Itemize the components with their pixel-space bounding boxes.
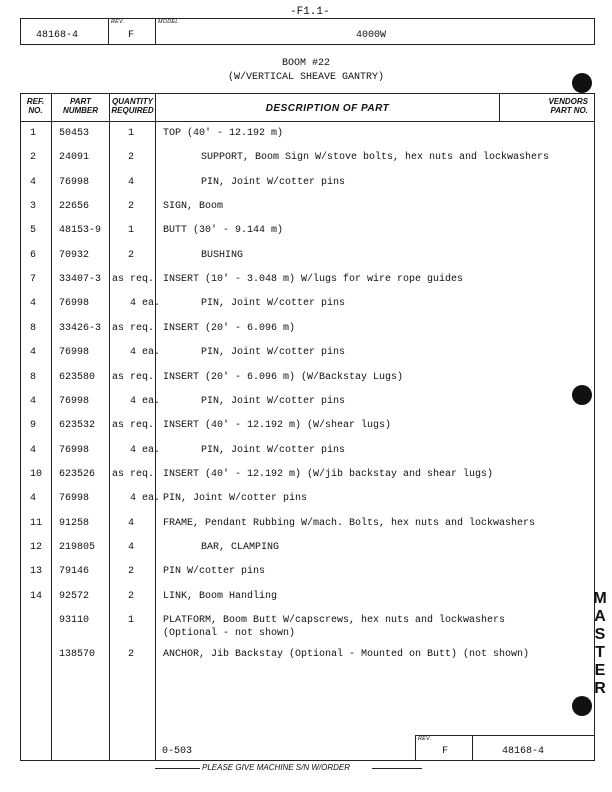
quantity: 2 (128, 152, 135, 163)
table-row (0, 347, 612, 371)
footer-code: 0-503 (162, 746, 193, 757)
description: INSERT (40' - 12.192 m) (W/jib backstay and shear lugs) (163, 469, 494, 480)
part-number: 76998 (59, 396, 90, 407)
ref-number: 11 (30, 518, 43, 529)
header-model: 4000W (356, 30, 387, 41)
description: BUTT (30' - 9.144 m) (163, 225, 284, 236)
table-row (0, 615, 612, 647)
ref-number: 13 (30, 566, 43, 577)
description: TOP (40' - 12.192 m) (163, 128, 284, 139)
model-header-label: MODEL (158, 19, 179, 25)
footer-note: PLEASE GIVE MACHINE S/N W/ORDER (202, 763, 351, 772)
table-row (0, 201, 612, 225)
table-row (0, 591, 612, 615)
part-number: 219805 (59, 542, 96, 553)
part-number: 70932 (59, 250, 90, 261)
ref-number: 12 (30, 542, 43, 553)
ref-number: 5 (30, 225, 37, 236)
header-part-number: 48168-4 (36, 30, 79, 41)
description: PIN, Joint W/cotter pins (201, 347, 346, 358)
column-header-quantity: QUANTITY REQUIRED (111, 97, 154, 115)
part-number: 24091 (59, 152, 90, 163)
ref-number: 4 (30, 347, 37, 358)
footer-part-number: 48168-4 (502, 746, 545, 757)
rev-header-label: REV. (111, 19, 125, 25)
punch-hole-bottom (572, 696, 592, 716)
ref-number: 10 (30, 469, 43, 480)
part-number: 76998 (59, 298, 90, 309)
description: INSERT (40' - 12.192 m) (W/shear lugs) (163, 420, 392, 431)
table-row (0, 566, 612, 590)
ref-number: 1 (30, 128, 37, 139)
table-row (0, 518, 612, 542)
description: INSERT (10' - 3.048 m) W/lugs for wire rope guides (163, 274, 464, 285)
quantity: 1 (128, 225, 135, 236)
table-row (0, 396, 612, 420)
quantity: 1 (128, 615, 135, 626)
part-number: 79146 (59, 566, 90, 577)
ref-number: 4 (30, 493, 37, 504)
quantity: as req. (112, 420, 155, 431)
column-header-vendors: VENDORS PART NO. (548, 97, 588, 115)
ref-number: 2 (30, 152, 37, 163)
quantity: as req. (112, 469, 155, 480)
page-number: -F1.1- (290, 6, 330, 18)
quantity: 4 (128, 518, 135, 529)
description: PIN, Joint W/cotter pins (201, 298, 346, 309)
part-number: 623580 (59, 372, 96, 383)
part-number: 623526 (59, 469, 96, 480)
part-number: 76998 (59, 347, 90, 358)
part-number: 33407-3 (59, 274, 102, 285)
ref-number: 3 (30, 201, 37, 212)
quantity: as req. (112, 323, 155, 334)
table-row (0, 542, 612, 566)
column-header-ref: REF. NO. (26, 97, 45, 115)
description: PIN, Joint W/cotter pins (163, 493, 308, 504)
quantity: 1 (128, 128, 135, 139)
description: PLATFORM, Boom Butt W/capscrews, hex nuts and lockwashers (163, 615, 506, 626)
table-row (0, 298, 612, 322)
master-stamp: M A S T E R (593, 590, 607, 697)
ref-number: 8 (30, 323, 37, 334)
description: PIN, Joint W/cotter pins (201, 177, 346, 188)
quantity: as req. (112, 372, 155, 383)
description: SIGN, Boom (163, 201, 224, 212)
description: ANCHOR, Jib Backstay (Optional - Mounted on Butt) (not shown) (163, 649, 530, 660)
quantity: 4 ea. (130, 347, 161, 358)
punch-hole-middle (572, 385, 592, 405)
ref-number: 4 (30, 396, 37, 407)
table-row (0, 274, 612, 298)
footer-rev-label: REV. (418, 736, 432, 742)
ref-number: 9 (30, 420, 37, 431)
description: PIN, Joint W/cotter pins (201, 396, 346, 407)
table-row (0, 493, 612, 517)
description: INSERT (20' - 6.096 m) (W/Backstay Lugs) (163, 372, 404, 383)
table-row (0, 225, 612, 249)
quantity: 2 (128, 649, 135, 660)
table-row (0, 469, 612, 493)
quantity: as req. (112, 274, 155, 285)
table-row (0, 323, 612, 347)
description: SUPPORT, Boom Sign W/stove bolts, hex nuts and lockwashers (201, 152, 550, 163)
part-number: 76998 (59, 493, 90, 504)
part-number: 92572 (59, 591, 90, 602)
table-row (0, 372, 612, 396)
part-number: 623532 (59, 420, 96, 431)
description: FRAME, Pendant Rubbing W/mach. Bolts, hex nuts and lockwashers (163, 518, 536, 529)
description: LINK, Boom Handling (163, 591, 278, 602)
footer-rev: F (442, 746, 449, 757)
description: PIN, Joint W/cotter pins (201, 445, 346, 456)
quantity: 2 (128, 201, 135, 212)
part-number: 76998 (59, 445, 90, 456)
ref-number: 4 (30, 445, 37, 456)
part-number: 91258 (59, 518, 90, 529)
ref-number: 7 (30, 274, 37, 285)
punch-hole-top (572, 73, 592, 93)
table-row (0, 420, 612, 444)
quantity: 4 ea. (130, 396, 161, 407)
quantity: 4 ea. (130, 493, 161, 504)
table-row (0, 177, 612, 201)
part-number: 76998 (59, 177, 90, 188)
part-number: 22656 (59, 201, 90, 212)
part-number: 138570 (59, 649, 96, 660)
quantity: 4 ea. (130, 298, 161, 309)
ref-number: 4 (30, 298, 37, 309)
description: BUSHING (201, 250, 244, 261)
column-header-part: PART NUMBER (62, 97, 99, 115)
ref-number: 4 (30, 177, 37, 188)
ref-number: 6 (30, 250, 37, 261)
description: BAR, CLAMPING (201, 542, 280, 553)
document-title: BOOM #22 (281, 58, 330, 69)
description-continued: (Optional - not shown) (163, 628, 296, 639)
quantity: 4 (128, 542, 135, 553)
quantity: 2 (128, 250, 135, 261)
table-row (0, 445, 612, 469)
table-row (0, 128, 612, 152)
header-rev: F (128, 30, 135, 41)
part-number: 93110 (59, 615, 90, 626)
quantity: 2 (128, 591, 135, 602)
quantity: 4 (128, 177, 135, 188)
quantity: 4 ea. (130, 445, 161, 456)
ref-number: 14 (30, 591, 43, 602)
description: PIN W/cotter pins (163, 566, 266, 577)
quantity: 2 (128, 566, 135, 577)
table-row (0, 152, 612, 176)
description: INSERT (20' - 6.096 m) (163, 323, 296, 334)
table-row (0, 649, 612, 681)
document-subtitle: (W/VERTICAL SHEAVE GANTRY) (227, 72, 385, 83)
table-row (0, 250, 612, 274)
part-number: 48153-9 (59, 225, 102, 236)
ref-number: 8 (30, 372, 37, 383)
part-number: 33426-3 (59, 323, 102, 334)
column-header-description: DESCRIPTION OF PART (265, 103, 390, 114)
part-number: 50453 (59, 128, 90, 139)
